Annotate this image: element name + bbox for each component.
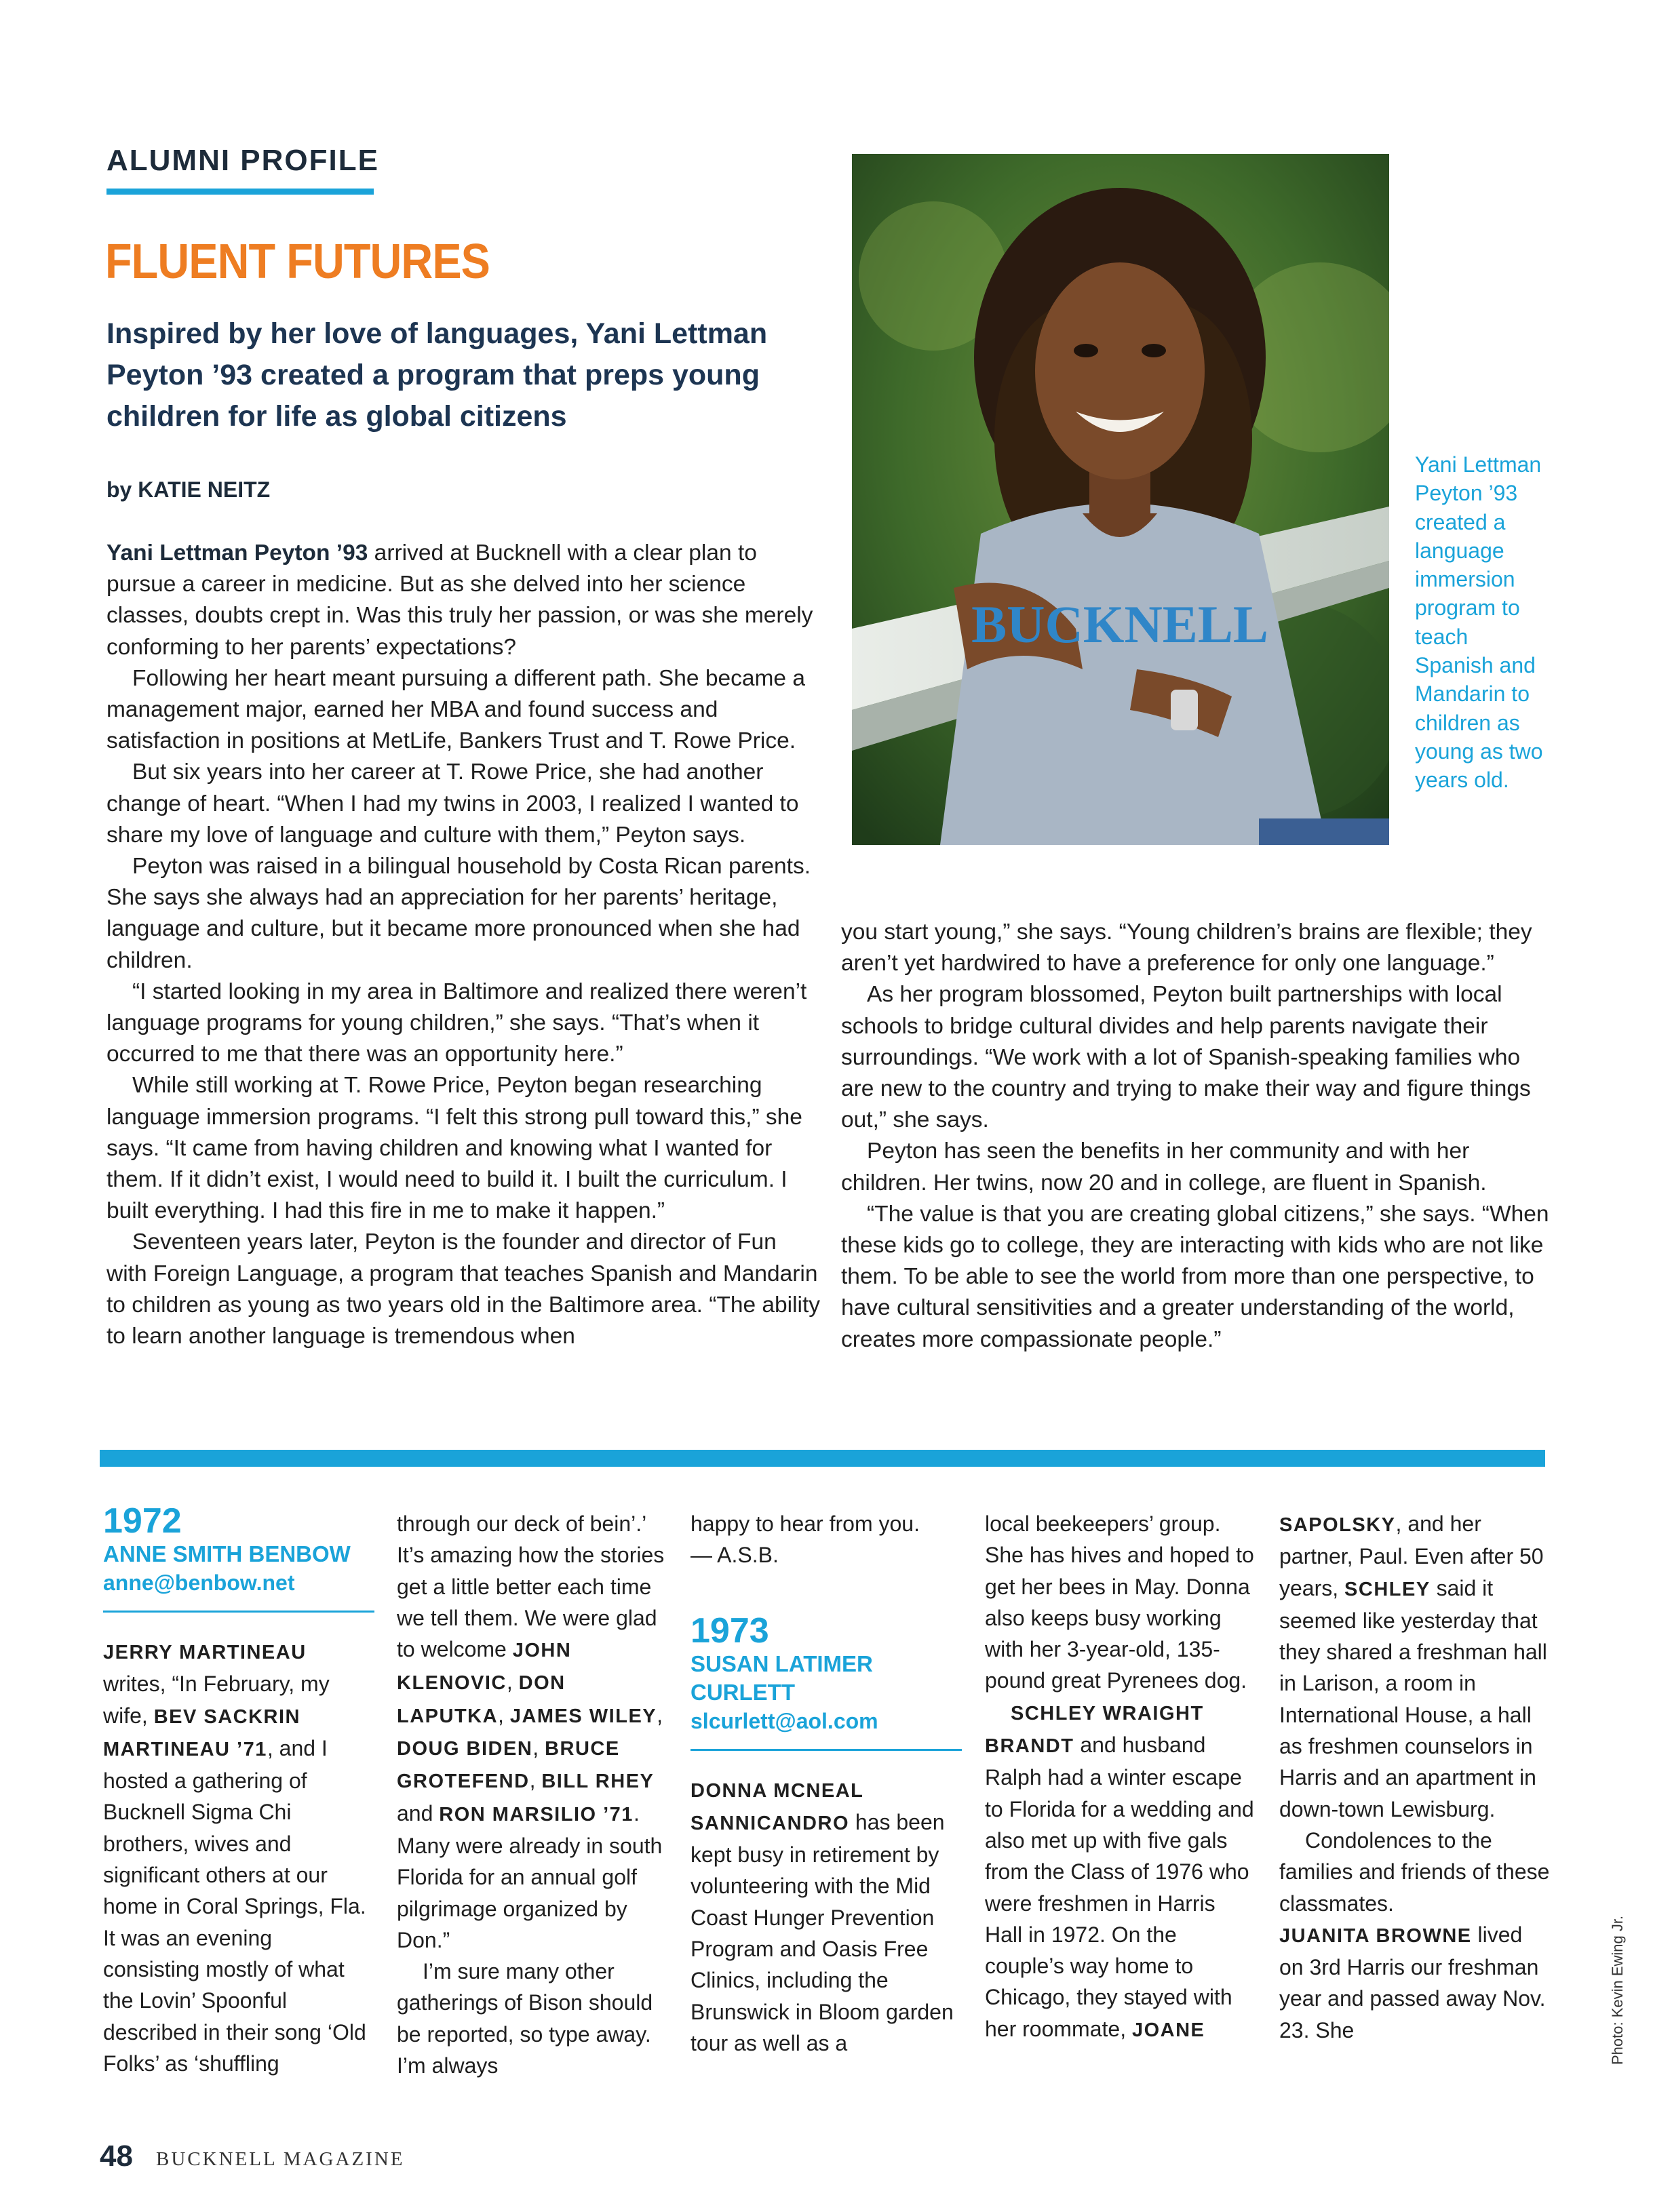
- class-note-signature: — A.S.B.: [691, 1543, 779, 1568]
- photo-credit: Photo: Kevin Ewing Jr.: [1609, 1915, 1626, 2065]
- class-note: DONNA MCNEAL SANNICANDRO has been kept busy in retirement by volunteering with the Mid Coast Hunger Prevention Program and Oasis Free Clinics, including the Brunswick in Bloom garden tour as well as a: [691, 1779, 954, 2055]
- article-paragraph: But six years into her career at T. Rowe Price, she had another change of heart. “When I had my twins in 2003, I realized I wanted to share my love of language and culture with them,” Peyton says.: [106, 759, 799, 848]
- article-paragraph: “I started looking in my area in Baltimore and realized there weren’t language programs for young children,” she says. “That’s when it occurred to me that there was an opportunity here.”: [106, 979, 807, 1067]
- class-note: SAPOLSKY, and her partner, Paul. Even after 50 years, SCHLEY said it seemed like yesterday that they shared a freshman hall in Larison, a room in International House, a hall as freshmen counselors in Harris and an apartment in down-town Lewisburg.: [1279, 1512, 1547, 1821]
- correspondent-rule: [103, 1611, 374, 1613]
- profile-photo-illustration: [852, 154, 1389, 845]
- byline: by KATIE NEITZ: [106, 477, 271, 502]
- class-year: 1972: [103, 1501, 182, 1541]
- class-note: local beekeepers’ group. She has hives and hoped to get her bees in May. Donna also keeps busy working with her 3-year-old, 135-pound great Pyrenees dog.: [985, 1512, 1254, 1693]
- article-paragraph: you start young,” she says. “Young children’s brains are flexible; they aren’t yet hardwired to have a preference for only one language.”: [841, 920, 1532, 976]
- article-paragraph: Yani Lettman Peyton ’93 arrived at Bucknell with a clear plan to pursue a career in medicine. But as she delved into her science classes, doubts crept in. Was this truly her passion, or was she merely conforming to her parents’ expectations?: [106, 540, 813, 660]
- headline: FLUENT FUTURES: [105, 235, 490, 289]
- correspondent-name: SUSAN LATIMER CURLETT: [691, 1651, 873, 1705]
- class-notes-column-2: [397, 1508, 668, 2081]
- class-notes-column-5: [1279, 1508, 1551, 2046]
- section-rule: [106, 189, 374, 195]
- article-paragraph: Seventeen years later, Peyton is the founder and director of Fun with Foreign Language, a program that teaches Spanish and Mandarin to children as young as two years old in the Baltimore area. “The ability to learn another language is tremendous when: [106, 1229, 821, 1349]
- class-note: Condolences to the families and friends of these classmates.: [1279, 1828, 1550, 1916]
- profile-photo: [852, 154, 1389, 845]
- class-note: through our deck of bein’.’ It’s amazing how the stories get a little better each time we tell them. We were glad to welcome JOHN KLENOVIC, DON LAPUTKA, JAMES WILEY, DOUG BIDEN, BRUCE GROTEFEND, BILL RHEY and RON MARSILIO ’71. Many were already in south Florida for an annual golf pilgrimage organized by Don.”: [397, 1512, 665, 1952]
- article-paragraph: Following her heart meant pursuing a different path. She became a management major, earned her MBA and found success and satisfaction in positions at MetLife, Bankers Trust and T. Rowe Price.: [106, 665, 805, 754]
- correspondent-rule: [691, 1749, 962, 1751]
- photo-caption: Yani Lettman Peyton ’93 created a language immersion program to teach Spanish and Mandarin to children as young as two years old.: [1415, 452, 1543, 793]
- class-note: I’m sure many other gatherings of Bison should be reported, so type away. I’m always: [397, 1959, 653, 2078]
- article-paragraph: As her program blossomed, Peyton built partnerships with local schools to bridge cultural divides and help parents navigate their surroundings. “We work with a lot of Spanish-speaking families who are new to the country and trying to make their way and figure things out,” she says.: [841, 982, 1531, 1133]
- class-notes-column-1: [103, 1502, 374, 2079]
- article-paragraph: “The value is that you are creating global citizens,” she says. “When these kids go to college, they are interacting with kids who are not like them. To be able to see the world from more than one perspective, to have cultural sensitivities and a greater understanding of the world, creates more compassionate people.”: [841, 1201, 1549, 1352]
- correspondent-name: ANNE SMITH BENBOW: [103, 1541, 351, 1566]
- class-note: SCHLEY WRAIGHT BRANDT and husband Ralph had a winter escape to Florida for a wedding and also met up with five gals from the Class of 1976 who were freshmen in Harris Hall in 1972. On the couple’s way home to Chicago, they stayed with her roommate, JOANE: [985, 1702, 1254, 2041]
- article-column-left: [106, 538, 822, 1352]
- article-paragraph: Peyton was raised in a bilingual household by Costa Rican parents. She says she always had an appreciation for her parents’ heritage, language and culture, but it became more pronounced when she had children.: [106, 854, 811, 973]
- magazine-name: BUCKNELL MAGAZINE: [156, 2148, 405, 2170]
- correspondent-email[interactable]: slcurlett@aol.com: [691, 1708, 878, 1733]
- article-paragraph: Peyton has seen the benefits in her community and with her children. Her twins, now 20 and in college, are fluent in Spanish.: [841, 1139, 1487, 1196]
- class-note: JUANITA BROWNE lived on 3rd Harris our freshman year and passed away Nov. 23. She: [1279, 1922, 1546, 2042]
- correspondent-email[interactable]: anne@benbow.net: [103, 1571, 295, 1595]
- dek: Inspired by her love of languages, Yani Lettman Peyton ’93 created a program that preps young children for life as global citizens: [106, 317, 768, 433]
- section-divider: [100, 1450, 1545, 1467]
- class-note: JERRY MARTINEAU writes, “In February, my wife, BEV SACKRIN MARTINEAU ’71, and I hosted a gathering of Bucknell Sigma Chi brothers, wives and significant others at our home in Coral Springs, Fla. It was an evening consisting mostly of what the Lovin’ Spoonful described in their song ‘Old Folks’ as ‘shuffling: [103, 1642, 366, 2076]
- shirt-text: BUCKNELL: [971, 595, 1268, 654]
- page-number: 48: [100, 2139, 133, 2173]
- section-label: ALUMNI PROFILE: [106, 144, 379, 177]
- article-paragraph: While still working at T. Rowe Price, Peyton began researching language immersion programs. “I felt this strong pull toward this,” she says. “It came from having children and knowing what I wanted for them. If it didn’t exist, I would need to build it. I built the curriculum. I built everything. I had this fire in me to make it happen.”: [106, 1073, 802, 1224]
- article-column-right: [841, 917, 1553, 1356]
- lead-name: Yani Lettman Peyton ’93: [106, 540, 368, 566]
- class-notes-column-3: [691, 1508, 962, 2059]
- class-year: 1973: [691, 1611, 769, 1651]
- class-notes-column-4: [985, 1508, 1256, 2046]
- class-note: happy to hear from you.: [691, 1512, 920, 1536]
